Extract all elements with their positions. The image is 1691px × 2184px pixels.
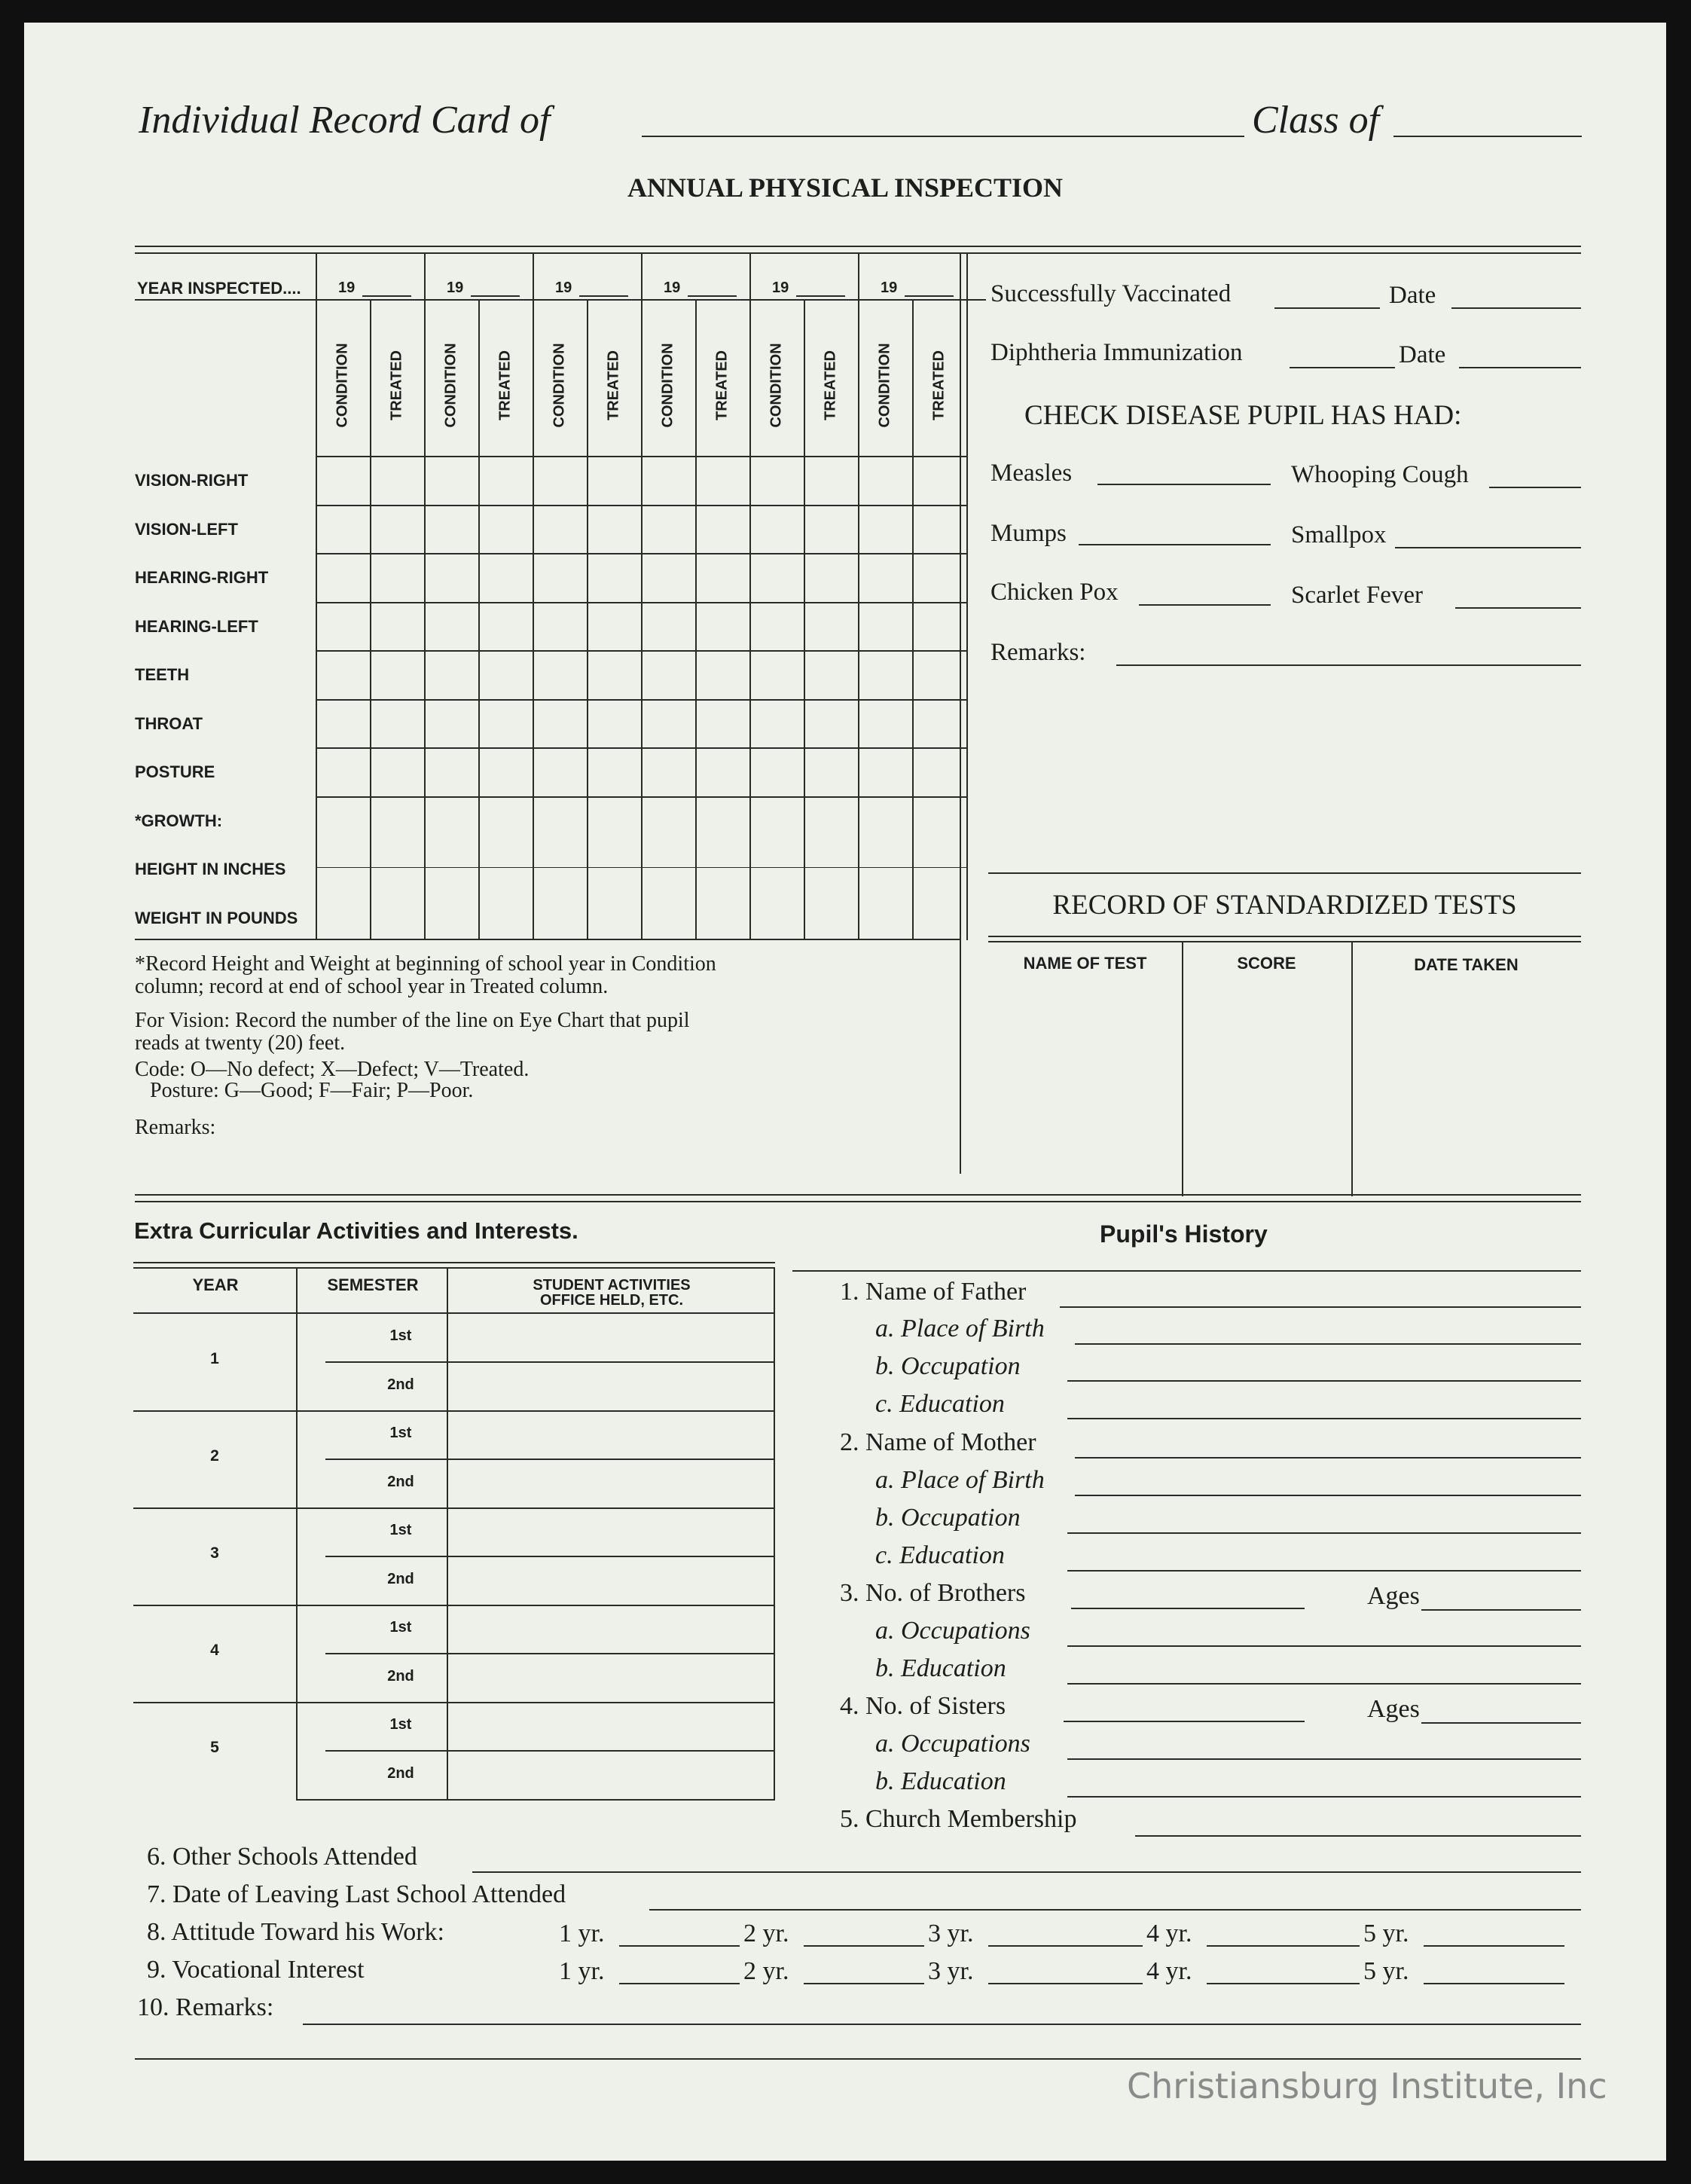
diphtheria-field[interactable] <box>1290 367 1395 368</box>
activity-entry[interactable] <box>450 1752 772 1798</box>
activities-col-activities-2: OFFICE HELD, ETC. <box>540 1292 683 1309</box>
record-card <box>24 23 1666 2161</box>
col-treated: TREATED <box>605 350 622 420</box>
inspection-cell[interactable] <box>317 506 370 554</box>
inspection-cell[interactable] <box>371 457 424 505</box>
vaccinated-field[interactable] <box>1274 307 1380 309</box>
inspection-cell[interactable] <box>317 554 370 602</box>
year-field[interactable] <box>905 295 954 297</box>
note-vision-1: For Vision: Record the number of the line on Eye Chart that pupil <box>135 1009 690 1032</box>
yr-label: 2 yr. <box>743 1920 789 1947</box>
yr-field[interactable] <box>988 1983 1143 1984</box>
whooping-label: Whooping Cough <box>1291 461 1469 488</box>
inspection-row-label: THROAT <box>135 713 203 733</box>
yr-label: 3 yr. <box>928 1957 974 1985</box>
inspection-row-label: POSTURE <box>135 762 215 781</box>
brothers-ages-label: Ages <box>1367 1582 1420 1610</box>
year-prefix: 19 <box>664 279 681 296</box>
inspection-cell[interactable] <box>371 554 424 602</box>
mumps-label: Mumps <box>990 520 1067 547</box>
brothers-occupations-field[interactable] <box>1067 1645 1581 1647</box>
inspection-cell[interactable] <box>697 749 749 796</box>
col-condition: CONDITION <box>334 343 351 428</box>
inspection-row-label: HEARING-LEFT <box>135 616 258 636</box>
activity-entry[interactable] <box>450 1317 772 1361</box>
year-prefix: 19 <box>338 279 356 296</box>
yr-field[interactable] <box>804 1983 924 1984</box>
diphtheria-date-label: Date <box>1399 341 1446 368</box>
remarks-field-2[interactable] <box>135 2058 1581 2060</box>
inspection-cell[interactable] <box>697 895 749 942</box>
inspection-cell[interactable] <box>588 895 641 942</box>
history-sisters: 4. No. of Sisters <box>840 1692 1006 1720</box>
activity-year: 3 <box>210 1544 219 1562</box>
father-field[interactable] <box>1060 1306 1581 1308</box>
history-attitude: 8. Attitude Toward his Work: <box>147 1918 445 1946</box>
page-subtitle: ANNUAL PHYSICAL INSPECTION <box>627 173 1064 203</box>
disease-heading: CHECK DISEASE PUPIL HAS HAD: <box>1024 400 1462 431</box>
col-treated: TREATED <box>822 350 839 420</box>
note-growth-2: column; record at end of school year in Treated column. <box>135 975 609 998</box>
history-mother: 2. Name of Mother <box>840 1428 1036 1456</box>
vaccinated-date-label: Date <box>1389 282 1436 309</box>
inspection-cell[interactable] <box>859 652 912 699</box>
inspection-cell[interactable] <box>588 701 641 748</box>
inspection-cell[interactable] <box>751 603 804 651</box>
inspection-cell[interactable] <box>697 457 749 505</box>
inspection-cell[interactable] <box>697 603 749 651</box>
history-brothers: 3. No. of Brothers <box>840 1579 1026 1607</box>
history-heading: Pupil's History <box>1100 1220 1268 1248</box>
tests-heading: RECORD OF STANDARDIZED TESTS <box>1052 890 1517 921</box>
smallpox-label: Smallpox <box>1291 521 1387 548</box>
smallpox-field[interactable] <box>1395 547 1581 548</box>
brothers-field[interactable] <box>1071 1608 1305 1609</box>
semester-2nd: 2nd <box>387 1765 414 1782</box>
inspection-cell[interactable] <box>317 701 370 748</box>
inspection-cell[interactable] <box>751 895 804 942</box>
sisters-education-field[interactable] <box>1067 1796 1581 1798</box>
yr-label: 1 yr. <box>559 1920 605 1947</box>
inspection-cell[interactable] <box>805 846 858 893</box>
history-father-occupation: b. Occupation <box>875 1352 1021 1380</box>
inspection-cell[interactable] <box>805 652 858 699</box>
col-treated: TREATED <box>930 350 948 420</box>
year-field[interactable] <box>796 295 845 297</box>
class-label: Class of <box>1252 99 1380 142</box>
note-remarks: Remarks: <box>135 1116 216 1139</box>
inspection-cell[interactable] <box>534 603 587 651</box>
yr-field[interactable] <box>988 1945 1143 1947</box>
inspection-cell[interactable] <box>426 846 478 893</box>
whooping-field[interactable] <box>1489 487 1581 488</box>
col-condition: CONDITION <box>768 343 785 428</box>
history-brothers-occupations: a. Occupations <box>875 1617 1030 1645</box>
activities-col-semester: SEMESTER <box>327 1275 419 1294</box>
father-birth-field[interactable] <box>1075 1343 1581 1345</box>
col-treated: TREATED <box>388 350 405 420</box>
inspection-cell[interactable] <box>643 506 695 554</box>
inspection-cell[interactable] <box>751 749 804 796</box>
activity-entry[interactable] <box>450 1461 772 1506</box>
inspection-cell[interactable] <box>859 846 912 893</box>
inspection-cell[interactable] <box>859 506 912 554</box>
inspection-cell[interactable] <box>805 457 858 505</box>
inspection-cell[interactable] <box>751 846 804 893</box>
inspection-cell[interactable] <box>480 506 533 554</box>
semester-1st: 1st <box>389 1619 412 1636</box>
inspection-row-label: *GROWTH: <box>135 811 223 830</box>
inspection-cell[interactable] <box>859 895 912 942</box>
activity-year: 2 <box>210 1447 219 1465</box>
inspection-cell[interactable] <box>480 749 533 796</box>
note-code-2: Posture: G—Good; F—Fair; P—Poor. <box>150 1079 474 1102</box>
inspection-cell[interactable] <box>534 701 587 748</box>
history-mother-occupation: b. Occupation <box>875 1504 1021 1532</box>
inspection-cell[interactable] <box>371 798 424 845</box>
inspection-cell[interactable] <box>805 506 858 554</box>
inspection-cell[interactable] <box>371 895 424 942</box>
yr-field[interactable] <box>1207 1945 1360 1947</box>
inspection-cell[interactable] <box>643 652 695 699</box>
year-inspected-label: YEAR INSPECTED.... <box>137 279 301 298</box>
mumps-field[interactable] <box>1079 544 1271 545</box>
semester-2nd: 2nd <box>387 1571 414 1587</box>
inspection-cell[interactable] <box>317 603 370 651</box>
yr-label: 2 yr. <box>743 1957 789 1985</box>
inspection-cell[interactable] <box>426 554 478 602</box>
inspection-cell[interactable] <box>914 506 966 554</box>
chickenpox-field[interactable] <box>1139 604 1271 606</box>
history-remarks: 10. Remarks: <box>137 1993 274 2021</box>
inspection-cell[interactable] <box>914 895 966 942</box>
inspection-cell[interactable] <box>480 798 533 845</box>
inspection-cell[interactable] <box>371 603 424 651</box>
activities-col-activities <box>448 1278 775 1308</box>
inspection-cell[interactable] <box>805 701 858 748</box>
col-condition: CONDITION <box>876 343 893 428</box>
vaccinated-date-field[interactable] <box>1451 307 1581 309</box>
note-vision-2: reads at twenty (20) feet. <box>135 1031 346 1055</box>
inspection-cell[interactable] <box>426 603 478 651</box>
history-sisters-occupations: a. Occupations <box>875 1730 1030 1758</box>
immunization-remarks-label: Remarks: <box>990 639 1086 666</box>
inspection-cell[interactable] <box>317 457 370 505</box>
semester-2nd: 2nd <box>387 1376 414 1393</box>
semester-1st: 1st <box>389 1716 412 1733</box>
history-father-birth: a. Place of Birth <box>875 1315 1045 1342</box>
activity-year: 4 <box>210 1642 219 1659</box>
name-field[interactable] <box>642 136 1244 137</box>
measles-field[interactable] <box>1097 484 1271 485</box>
yr-field[interactable] <box>1207 1983 1360 1984</box>
yr-label: 5 yr. <box>1363 1920 1409 1947</box>
sisters-ages-label: Ages <box>1367 1695 1420 1723</box>
inspection-cell[interactable] <box>371 749 424 796</box>
inspection-cell[interactable] <box>859 749 912 796</box>
note-code-1: Code: O—No defect; X—Defect; V—Treated. <box>135 1058 530 1081</box>
inspection-cell[interactable] <box>534 846 587 893</box>
activity-entry[interactable] <box>450 1558 772 1603</box>
yr-label: 3 yr. <box>928 1920 974 1947</box>
inspection-cell[interactable] <box>588 749 641 796</box>
inspection-cell[interactable] <box>426 701 478 748</box>
activities-heading: Extra Curricular Activities and Interests. <box>134 1217 578 1244</box>
inspection-cell[interactable] <box>805 895 858 942</box>
activity-entry[interactable] <box>450 1655 772 1700</box>
inspection-cell[interactable] <box>371 506 424 554</box>
tests-col-score: SCORE <box>1237 954 1296 973</box>
inspection-cell[interactable] <box>588 652 641 699</box>
col-condition: CONDITION <box>442 343 459 428</box>
activity-entry[interactable] <box>450 1414 772 1458</box>
inspection-cell[interactable] <box>643 554 695 602</box>
history-mother-birth: a. Place of Birth <box>875 1466 1045 1494</box>
inspection-cell[interactable] <box>643 457 695 505</box>
inspection-cell[interactable] <box>751 652 804 699</box>
year-prefix: 19 <box>555 279 572 296</box>
activity-entry[interactable] <box>450 1364 772 1409</box>
yr-field[interactable] <box>619 1945 740 1947</box>
inspection-cell[interactable] <box>480 846 533 893</box>
inspection-cell[interactable] <box>697 652 749 699</box>
inspection-cell[interactable] <box>480 895 533 942</box>
immunization-remarks-field[interactable] <box>1116 664 1581 666</box>
inspection-cell[interactable] <box>859 798 912 845</box>
inspection-row-label: WEIGHT IN POUNDS <box>135 908 298 927</box>
other-schools-field[interactable] <box>472 1871 1581 1873</box>
semester-1st: 1st <box>389 1522 412 1538</box>
inspection-cell[interactable] <box>480 701 533 748</box>
brothers-ages-field[interactable] <box>1421 1609 1581 1611</box>
diphtheria-date-field[interactable] <box>1459 367 1581 368</box>
inspection-cell[interactable] <box>534 798 587 845</box>
history-father-education: c. Education <box>875 1390 1005 1418</box>
inspection-cell[interactable] <box>371 846 424 893</box>
class-field[interactable] <box>1393 136 1582 137</box>
activity-entry[interactable] <box>450 1511 772 1555</box>
tests-col-date: DATE TAKEN <box>1414 955 1519 974</box>
sisters-ages-field[interactable] <box>1421 1722 1581 1724</box>
year-field[interactable] <box>362 295 411 297</box>
inspection-cell[interactable] <box>697 846 749 893</box>
history-other-schools: 6. Other Schools Attended <box>147 1843 417 1871</box>
yr-field[interactable] <box>1424 1983 1564 1984</box>
semester-1st: 1st <box>389 1425 412 1441</box>
inspection-cell[interactable] <box>914 652 966 699</box>
history-vocational: 9. Vocational Interest <box>147 1956 365 1984</box>
inspection-cell[interactable] <box>588 554 641 602</box>
inspection-cell[interactable] <box>480 603 533 651</box>
inspection-cell[interactable] <box>534 554 587 602</box>
inspection-cell[interactable] <box>805 798 858 845</box>
vaccinated-label: Successfully Vaccinated <box>990 280 1232 307</box>
history-brothers-education: b. Education <box>875 1654 1006 1682</box>
inspection-cell[interactable] <box>643 701 695 748</box>
mother-field[interactable] <box>1075 1457 1581 1459</box>
inspection-cell[interactable] <box>426 798 478 845</box>
inspection-cell[interactable] <box>914 701 966 748</box>
inspection-cell[interactable] <box>697 701 749 748</box>
inspection-cell[interactable] <box>643 798 695 845</box>
inspection-cell[interactable] <box>371 701 424 748</box>
activity-entry[interactable] <box>450 1608 772 1652</box>
yr-label: 4 yr. <box>1146 1957 1192 1985</box>
yr-label: 4 yr. <box>1146 1920 1192 1947</box>
inspection-cell[interactable] <box>426 749 478 796</box>
yr-field[interactable] <box>1424 1945 1564 1947</box>
inspection-cell[interactable] <box>914 749 966 796</box>
yr-field[interactable] <box>619 1983 740 1984</box>
mother-occupation-field[interactable] <box>1067 1532 1581 1534</box>
inspection-cell[interactable] <box>588 603 641 651</box>
inspection-cell[interactable] <box>480 457 533 505</box>
year-prefix: 19 <box>447 279 464 296</box>
inspection-cell[interactable] <box>317 749 370 796</box>
inspection-cell[interactable] <box>426 506 478 554</box>
history-date-leaving: 7. Date of Leaving Last School Attended <box>147 1880 566 1908</box>
col-treated: TREATED <box>496 350 514 420</box>
inspection-cell[interactable] <box>480 554 533 602</box>
activities-col-activities-1: STUDENT ACTIVITIES <box>533 1277 691 1294</box>
inspection-cell[interactable] <box>534 652 587 699</box>
scarlet-field[interactable] <box>1455 607 1581 609</box>
yr-field[interactable] <box>804 1945 924 1947</box>
inspection-cell[interactable] <box>859 554 912 602</box>
inspection-cell[interactable] <box>371 652 424 699</box>
church-field[interactable] <box>1135 1835 1581 1837</box>
history-mother-education: c. Education <box>875 1541 1005 1569</box>
history-sisters-education: b. Education <box>875 1767 1006 1795</box>
inspection-cell[interactable] <box>426 457 478 505</box>
activity-year: 5 <box>210 1739 219 1756</box>
inspection-cell[interactable] <box>317 895 370 942</box>
activities-col-year: YEAR <box>192 1275 239 1294</box>
mother-education-field[interactable] <box>1067 1570 1581 1572</box>
inspection-cell[interactable] <box>751 457 804 505</box>
inspection-cell[interactable] <box>697 798 749 845</box>
inspection-row-label: VISION-LEFT <box>135 519 238 539</box>
inspection-cell[interactable] <box>588 506 641 554</box>
inspection-cell[interactable] <box>317 652 370 699</box>
inspection-cell[interactable] <box>697 554 749 602</box>
father-education-field[interactable] <box>1067 1418 1581 1419</box>
father-occupation-field[interactable] <box>1067 1380 1581 1382</box>
history-father: 1. Name of Father <box>840 1278 1027 1306</box>
inspection-cell[interactable] <box>914 554 966 602</box>
inspection-cell[interactable] <box>588 457 641 505</box>
inspection-cell[interactable] <box>643 749 695 796</box>
col-condition: CONDITION <box>551 343 568 428</box>
inspection-cell[interactable] <box>751 701 804 748</box>
inspection-cell[interactable] <box>805 603 858 651</box>
sisters-occupations-field[interactable] <box>1067 1758 1581 1760</box>
inspection-cell[interactable] <box>805 554 858 602</box>
mother-birth-field[interactable] <box>1075 1495 1581 1496</box>
year-field[interactable] <box>579 295 628 297</box>
measles-label: Measles <box>990 460 1073 487</box>
inspection-cell[interactable] <box>805 749 858 796</box>
inspection-cell[interactable] <box>751 554 804 602</box>
inspection-cell[interactable] <box>534 749 587 796</box>
year-prefix: 19 <box>881 279 898 296</box>
activity-entry[interactable] <box>450 1706 772 1749</box>
inspection-cell[interactable] <box>859 603 912 651</box>
inspection-cell[interactable] <box>426 652 478 699</box>
semester-2nd: 2nd <box>387 1668 414 1685</box>
brothers-education-field[interactable] <box>1067 1683 1581 1685</box>
inspection-row-label: VISION-RIGHT <box>135 471 249 490</box>
inspection-cell[interactable] <box>426 895 478 942</box>
activity-year: 1 <box>210 1350 219 1367</box>
inspection-cell[interactable] <box>914 798 966 845</box>
scarlet-label: Scarlet Fever <box>1291 582 1424 609</box>
year-prefix: 19 <box>772 279 789 296</box>
inspection-cell[interactable] <box>751 798 804 845</box>
yr-label: 5 yr. <box>1363 1957 1409 1985</box>
inspection-cell[interactable] <box>534 895 587 942</box>
year-field[interactable] <box>471 295 520 297</box>
semester-2nd: 2nd <box>387 1474 414 1490</box>
col-treated: TREATED <box>713 350 731 420</box>
inspection-cell[interactable] <box>588 846 641 893</box>
inspection-cell[interactable] <box>914 603 966 651</box>
note-growth-1: *Record Height and Weight at beginning of school year in Condition <box>135 952 716 976</box>
inspection-cell[interactable] <box>534 506 587 554</box>
card-title: Individual Record Card of <box>139 99 551 142</box>
inspection-row-label: HEIGHT IN INCHES <box>135 860 286 878</box>
inspection-cell[interactable] <box>643 895 695 942</box>
remarks-field-1[interactable] <box>303 2024 1581 2025</box>
tests-col-name: NAME OF TEST <box>1023 954 1147 973</box>
inspection-cell[interactable] <box>914 457 966 505</box>
history-church: 5. Church Membership <box>840 1805 1077 1833</box>
inspection-cell[interactable] <box>480 652 533 699</box>
inspection-cell[interactable] <box>317 846 370 893</box>
date-leaving-field[interactable] <box>649 1909 1581 1911</box>
inspection-cell[interactable] <box>697 506 749 554</box>
yr-label: 1 yr. <box>559 1957 605 1985</box>
inspection-cell[interactable] <box>859 701 912 748</box>
inspection-cell[interactable] <box>643 846 695 893</box>
inspection-cell[interactable] <box>534 457 587 505</box>
sisters-field[interactable] <box>1064 1721 1305 1722</box>
inspection-cell[interactable] <box>317 798 370 845</box>
inspection-cell[interactable] <box>751 506 804 554</box>
inspection-cell[interactable] <box>643 603 695 651</box>
inspection-row-label: TEETH <box>135 665 190 684</box>
inspection-cell[interactable] <box>914 846 966 893</box>
inspection-cell[interactable] <box>588 798 641 845</box>
semester-1st: 1st <box>389 1327 412 1344</box>
inspection-row-label: HEARING-RIGHT <box>135 568 269 587</box>
col-condition: CONDITION <box>659 343 676 428</box>
diphtheria-label: Diphtheria Immunization <box>990 339 1243 366</box>
year-field[interactable] <box>688 295 737 297</box>
inspection-cell[interactable] <box>859 457 912 505</box>
chickenpox-label: Chicken Pox <box>990 579 1119 606</box>
watermark: Christiansburg Institute, Inc <box>1127 2066 1607 2106</box>
